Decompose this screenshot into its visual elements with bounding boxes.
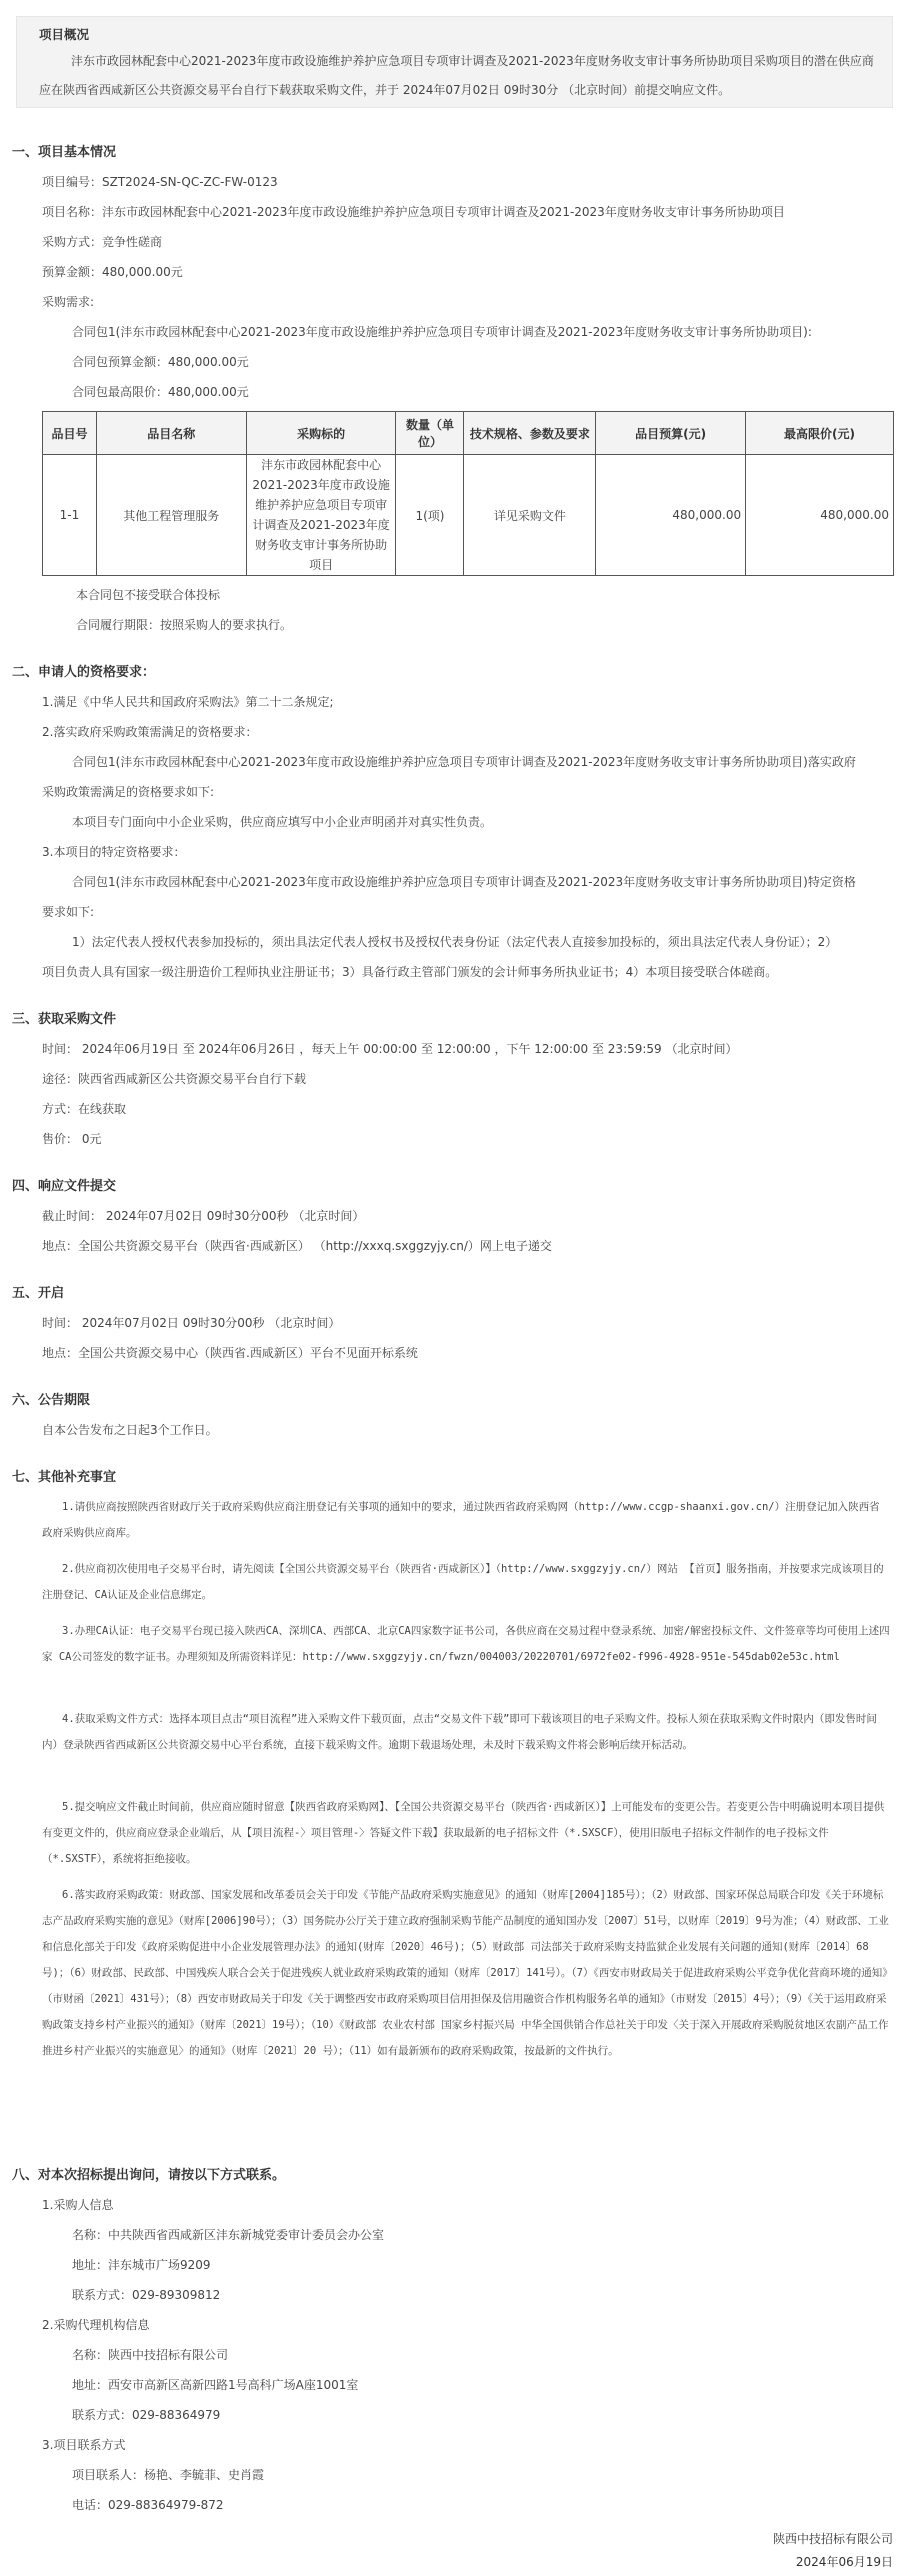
- cell-quantity: 1(项): [396, 455, 464, 576]
- note-1: 1.请供应商按照陕西省财政厅关于政府采购供应商注册登记有关事项的通知中的要求，通过陕西省政府采购网（http://www.ccgp-shaanxi.gov.cn/）注册登记加入陕西省政府采购供应商库。: [42, 1501, 880, 1539]
- note-4: 4.获取采购文件方式：选择本项目点击“项目流程”进入采购文件下载页面，点击“交易文件下载”即可下载该项目的电子采购文件。投标人须在获取采购文件时限内（即发售时间内）登录陕西省西咸新区公共资源交易中心平台系统，直接下载采购文件。逾期下载退场处理，未及时下载采购文件将会影响后续开标活动。: [42, 1713, 877, 1751]
- section-8-title: 八、对本次招标提出询问，请按以下方式联系。: [12, 2168, 286, 2183]
- note-2: 2.供应商初次使用电子交易平台时，请先阅读【全国公共资源交易平台（陕西省·西咸新区）】（http://www.sxggzyjy.cn/）网站 【首页】服务指南，并按要求完成该项目的注册登记、CA认证及企业信息绑定。: [42, 1563, 884, 1601]
- buyer-name: 名称：中共陕西省西咸新区沣东新城党委审计委员会办公室: [72, 2228, 385, 2242]
- table-header-row: [43, 412, 894, 455]
- th-item-no: 品目号: [43, 412, 97, 455]
- qual-1: 1.满足《中华人民共和国政府采购法》第二十二条规定;: [42, 695, 334, 709]
- section-2-title: 二、申请人的资格要求：: [12, 665, 156, 680]
- obtain-price: 售价： 0元: [42, 1132, 102, 1146]
- submit-place: 地点：全国公共资源交易平台（陕西省·西咸新区） （http://xxxq.sxggzyjy.cn/）网上电子递交: [42, 1239, 552, 1253]
- contact-phone: 电话：029-88364979-872: [72, 2498, 224, 2512]
- note-3: 3.办理CA认证：电子交易平台现已接入陕西CA、深圳CA、西部CA、北京CA四家数字证书公司，各供应商在交易过程中登录系统、加密/解密投标文件、文件签章等均可使用上述四家 CA公司签发的数字证书。办理须知及所需资料详见：http://www.sxggzyjy.cn/fwzn/004003/20220701/6972fe02-f996-4928-951e-545dab02e53c.html: [42, 1625, 890, 1663]
- qual-3-package: 合同包1(沣东市政园林配套中心2021-2023年度市政设施维护养护应急项目专项审计调查及2021-2023年度财务收支审计事务所协助项目)特定资格: [72, 875, 856, 889]
- qual-2-sme: 本项目专门面向中小企业采购，供应商应填写中小企业声明函并对真实性负责。: [72, 815, 493, 829]
- budget-amount: 预算金额：480,000.00元: [42, 265, 183, 279]
- signature-org: 陕西中技招标有限公司: [772, 2532, 893, 2546]
- open-time: 时间： 2024年07月02日 09时30分00秒 （北京时间）: [42, 1316, 341, 1330]
- open-place: 地点：全国公共资源交易中心（陕西省.西咸新区）平台不见面开标系统: [42, 1346, 418, 1360]
- th-max-price: 最高限价(元): [746, 412, 894, 455]
- no-joint-bid: 本合同包不接受联合体投标: [76, 588, 221, 602]
- agent-phone: 联系方式：029-88364979: [72, 2408, 221, 2422]
- agent-label: 2.采购代理机构信息: [42, 2318, 150, 2332]
- obtain-way: 途径：陕西省西咸新区公共资源交易平台自行下载: [42, 1072, 307, 1086]
- project-overview-box: [16, 16, 893, 108]
- table-row: [43, 455, 894, 576]
- items-table: [42, 411, 894, 576]
- procurement-method: 采购方式：竞争性磋商: [42, 235, 163, 249]
- obtain-mode: 方式：在线获取: [42, 1102, 127, 1116]
- obtain-time: 时间： 2024年06月19日 至 2024年06月26日 ，每天上午 00:00:00 至 12:00:00 ，下午 12:00:00 至 23:59:59 （北京时间）: [42, 1042, 738, 1056]
- qual-2-package: 合同包1(沣东市政园林配套中心2021-2023年度市政设施维护养护应急项目专项审计调查及2021-2023年度财务收支审计事务所协助项目)落实政府: [72, 755, 856, 769]
- package-budget: 合同包预算金额：480,000.00元: [72, 355, 249, 369]
- contact-label: 3.项目联系方式: [42, 2438, 126, 2452]
- buyer-phone: 联系方式：029-89309812: [72, 2288, 221, 2302]
- contract-period: 合同履行期限：按照采购人的要求执行。: [76, 618, 293, 632]
- overview-title: 项目概况: [39, 27, 90, 42]
- qual-2: 2.落实政府采购政策需满足的资格要求：: [42, 725, 258, 739]
- th-target: 采购标的: [246, 412, 396, 455]
- notice-period: 自本公告发布之日起3个工作日。: [42, 1423, 218, 1437]
- cell-item-no: 1-1: [43, 455, 97, 576]
- section-7-title: 七、其他补充事宜: [12, 1470, 117, 1485]
- qual-3-cont: 要求如下:: [42, 905, 95, 919]
- qual-2-cont: 采购政策需满足的资格要求如下:: [42, 785, 215, 799]
- cell-budget: 480,000.00: [596, 455, 746, 576]
- section-6-title: 六、公告期限: [12, 1393, 91, 1408]
- package-max-price: 合同包最高限价：480,000.00元: [72, 385, 249, 399]
- contact-person: 项目联系人：杨艳、李毓菲、史肖霞: [72, 2468, 265, 2482]
- th-item-name: 品目名称: [96, 412, 246, 455]
- cell-spec: 详见采购文件: [464, 455, 596, 576]
- qual-3-items-a: 1）法定代表人授权代表参加投标的，须出具法定代表人授权书及授权代表身份证（法定代表人直接参加投标的，须出具法定代表人身份证）；2）: [72, 935, 838, 949]
- project-number: 项目编号：SZT2024-SN-QC-ZC-FW-0123: [42, 175, 278, 189]
- qual-3: 3.本项目的特定资格要求：: [42, 845, 186, 859]
- buyer-label: 1.采购人信息: [42, 2198, 114, 2212]
- buyer-address: 地址：沣东城市广场9209: [72, 2258, 211, 2272]
- contract-package: 合同包1(沣东市政园林配套中心2021-2023年度市政设施维护养护应急项目专项审计调查及2021-2023年度财务收支审计事务所协助项目):: [72, 325, 812, 339]
- section-5-title: 五、开启: [12, 1286, 65, 1301]
- th-spec: 技术规格、参数及要求: [464, 412, 596, 455]
- cell-max-price: 480,000.00: [746, 455, 894, 576]
- section-3-title: 三、获取采购文件: [12, 1012, 117, 1027]
- note-5: 5.提交响应文件截止时间前，供应商应随时留意【陕西省政府采购网】、【全国公共资源交易平台（陕西省·西咸新区）】上可能发布的变更公告。若变更公告中明确说明本项目提供有变更文件的，供应商应登录企业端后，从【项目流程-〉项目管理-〉答疑文件下载】获取最新的电子招标文件（*.SXSCF），使用旧版电子招标文件制作的电子投标文件（*.SXSTF），系统将拒绝接收。: [42, 1801, 885, 1865]
- cell-target: 沣东市政园林配套中心2021-2023年度市政设施维护养护应急项目专项审计调查及2021-2023年度财务收支审计事务所协助项目: [246, 455, 396, 576]
- qual-3-items-b: 项目负责人具有国家一级注册造价工程师执业注册证书；3）具备行政主管部门颁发的会计师事务所执业证书；4）本项目接受联合体磋商。: [42, 965, 778, 979]
- section-1-title: 一、项目基本情况: [12, 145, 117, 160]
- agent-name: 名称：陕西中技招标有限公司: [72, 2348, 229, 2362]
- overview-text: 沣东市政园林配套中心2021-2023年度市政设施维护养护应急项目专项审计调查及2021-2023年度财务收支审计事务所协助项目采购项目的潜在供应商应在陕西省西咸新区公共资源交易平台自行下载获取采购文件，并于 2024年07月02日 09时30分 （北京时间）前提交响应文件。: [39, 54, 874, 97]
- note-6: 6.落实政府采购政策：财政部、国家发展和改革委员会关于印发《节能产品政府采购实施意见》的通知（财库[2004]185号）；（2）财政部、国家环保总局联合印发《关于环境标志产品政府采购实施的意见》（财库[2006]90号）；（3）国务院办公厅关于建立政府强制采购节能产品制度的通知国办发〔2007〕51号，以财库〔2019〕9号为准；（4）财政部、工业和信息化部关于印发《政府采购促进中小企业发展管理办法》的通知(财库〔2020〕46号)；（5）财政部 司法部关于政府采购支持监狱企业发展有关问题的通知(财库〔2014〕68号)；（6）财政部、民政部、中国残疾人联合会关于促进残疾人就业政府采购政策的通知（财库〔2017〕141号）。（7）《西安市财政局关于促进政府采购公平竞争优化营商环境的通知》（市财函〔2021〕431号）；（8）西安市财政局关于印发《关于调整西安市政府采购项目信用担保及信用融资合作机构服务名单的通知》（市财发〔2015〕4号）；（9）《关于运用政府采购政策支持乡村产业振兴的通知》（财库〔2021〕19号）；（10）《财政部 农业农村部 国家乡村振兴局 中华全国供销合作总社关于印发〈关于深入开展政府采购脱贫地区农副产品工作推进乡村产业振兴的实施意见〉的通知》（财库〔2021〕20 号）；（11）如有最新颁布的政府采购政策，按最新的文件执行。: [42, 1889, 889, 2057]
- th-quantity: 数量（单位）: [396, 412, 464, 455]
- project-name: 项目名称：沣东市政园林配套中心2021-2023年度市政设施维护养护应急项目专项审计调查及2021-2023年度财务收支审计事务所协助项目: [42, 205, 785, 219]
- requirement-label: 采购需求:: [42, 295, 95, 309]
- th-budget: 品目预算(元): [596, 412, 746, 455]
- submit-deadline: 截止时间： 2024年07月02日 09时30分00秒 （北京时间）: [42, 1209, 365, 1223]
- section-4-title: 四、响应文件提交: [12, 1179, 117, 1194]
- agent-address: 地址：西安市高新区高新四路1号高科广场A座1001室: [72, 2378, 359, 2392]
- cell-item-name: 其他工程管理服务: [96, 455, 246, 576]
- signature-date: 2024年06月19日: [795, 2555, 893, 2569]
